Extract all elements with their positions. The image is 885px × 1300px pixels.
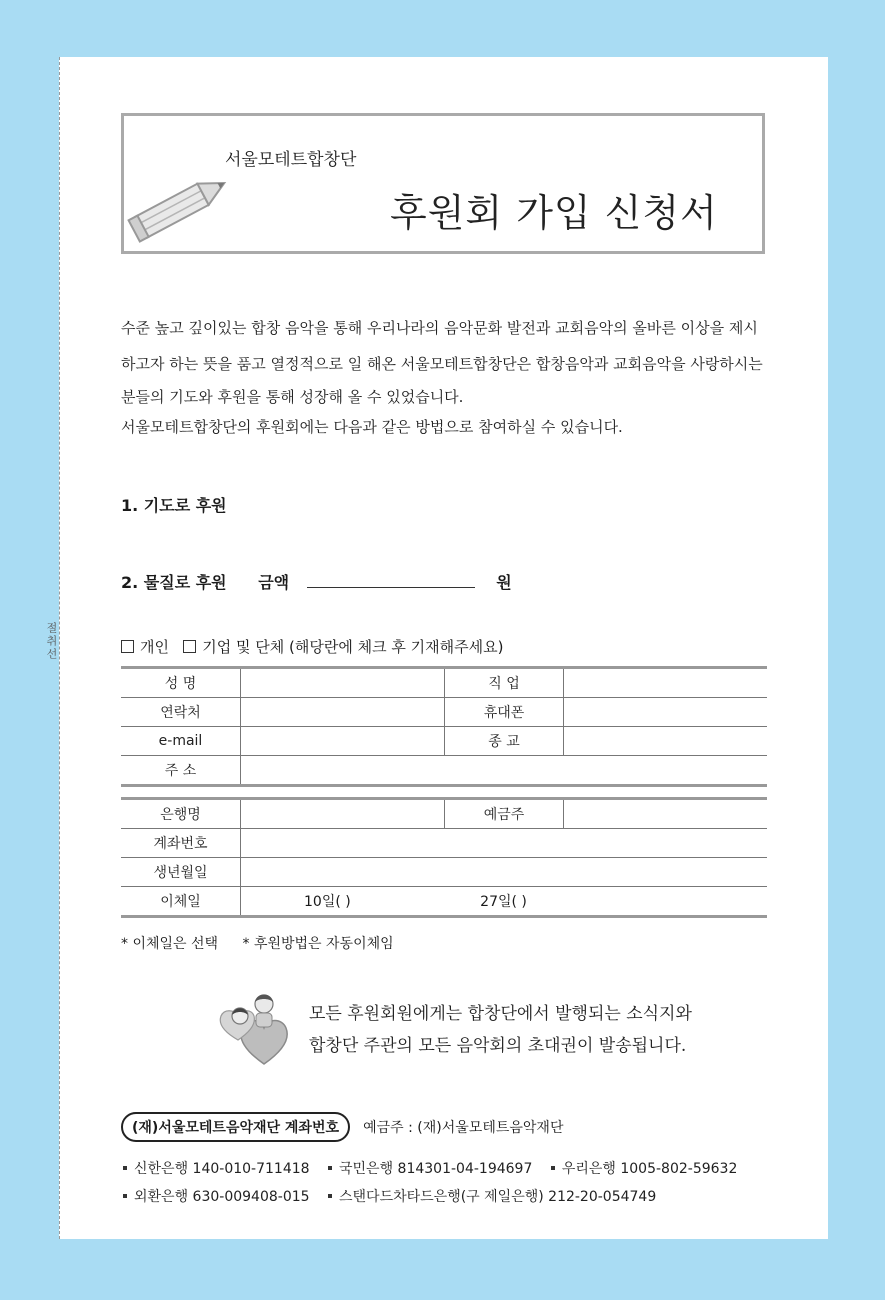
- member-benefit: [309, 998, 692, 1062]
- account-item: [551, 1161, 738, 1177]
- account-title-pill: (재)서울모테트음악재단 계좌번호: [121, 1112, 350, 1142]
- form-title: 후원회 가입 신청서: [390, 191, 718, 235]
- table-row: [121, 799, 767, 829]
- account-item: [328, 1161, 532, 1177]
- account-text: 외환은행 630-009408-015: [134, 1189, 310, 1205]
- intro-text: [121, 310, 771, 442]
- job-field[interactable]: [564, 668, 768, 698]
- corporate-label: 기업 및 단체 (해당란에 체크 후 기재해주세요): [202, 638, 504, 656]
- table-row: [121, 727, 767, 756]
- day27-option[interactable]: 27일( ): [480, 894, 527, 910]
- note-transfer: * 이체일은 선택: [121, 936, 219, 952]
- account-label: 계좌번호: [121, 829, 241, 858]
- note-method: * 후원방법은 자동이체임: [242, 936, 394, 952]
- amount-field[interactable]: [307, 573, 475, 588]
- intro-line: 분들의 기도와 후원을 통해 성장해 올 수 있었습니다.: [121, 388, 464, 406]
- org-title: 서울모테트합창단: [225, 150, 357, 170]
- account-holder: 예금주 : (재)서울모테트음악재단: [363, 1120, 564, 1136]
- notes: [121, 933, 394, 953]
- bullet-icon: [123, 1166, 127, 1170]
- birth-field[interactable]: [241, 858, 768, 887]
- table-row: [121, 829, 767, 858]
- bullet-icon: [328, 1194, 332, 1198]
- religion-field[interactable]: [564, 727, 768, 756]
- bullet-icon: [551, 1166, 555, 1170]
- job-label: 직 업: [445, 668, 564, 698]
- account-item: [328, 1189, 656, 1205]
- address-label: 주 소: [121, 756, 241, 786]
- intro-line: 수준 높고 깊이있는 합창 음악을 통해 우리나라의 음악문화 발전과 교회음악의 올바른 이상을 제시: [121, 319, 758, 337]
- religion-label: 종 교: [445, 727, 564, 756]
- email-label: e-mail: [121, 727, 241, 756]
- account-item: [123, 1161, 310, 1177]
- contact-field[interactable]: [241, 698, 445, 727]
- table-row: [121, 858, 767, 887]
- intro-line: 서울모테트합창단의 후원회에는 다음과 같은 방법으로 참여하실 수 있습니다.: [121, 418, 623, 436]
- bank-field[interactable]: [241, 799, 445, 829]
- mobile-field[interactable]: [564, 698, 768, 727]
- benefit-line: 합창단 주관의 모든 음악회의 초대권이 발송됩니다.: [309, 1036, 687, 1056]
- hearts-children-icon: [214, 990, 300, 1066]
- name-field[interactable]: [241, 668, 445, 698]
- bank-label: 은행명: [121, 799, 241, 829]
- bank-info-table: [121, 797, 767, 918]
- holder-label: 예금주: [445, 799, 564, 829]
- amount-label: 금액: [258, 573, 290, 592]
- account-field[interactable]: [241, 829, 768, 858]
- transfer-day-label: 이체일: [121, 887, 241, 917]
- account-item: [123, 1189, 310, 1205]
- cutline-label: 절취선: [45, 622, 58, 661]
- transfer-day-options: [241, 887, 768, 917]
- individual-label: 개인: [140, 638, 169, 656]
- intro-line: 하고자 하는 뜻을 품고 열정적으로 일 해온 서울모테트합창단은 합창음악과 교회음악을 사랑하시는: [121, 355, 763, 373]
- table-row: [121, 887, 767, 917]
- birth-label: 생년월일: [121, 858, 241, 887]
- donor-type-options: [121, 636, 503, 657]
- bullet-icon: [328, 1166, 332, 1170]
- contact-label: 연락처: [121, 698, 241, 727]
- email-field[interactable]: [241, 727, 445, 756]
- bullet-icon: [123, 1194, 127, 1198]
- table-row: [121, 668, 767, 698]
- section-material-label: 2. 물질로 후원: [121, 573, 227, 592]
- holder-field[interactable]: [564, 799, 768, 829]
- account-text: 스탠다드차타드은행(구 제일은행) 212-20-054749: [339, 1189, 657, 1205]
- corporate-checkbox[interactable]: [183, 640, 196, 653]
- amount-unit: 원: [496, 573, 512, 592]
- address-field[interactable]: [241, 756, 768, 786]
- table-row: [121, 698, 767, 727]
- personal-info-table: [121, 666, 767, 787]
- pencil-icon: [126, 166, 236, 246]
- account-text: 신한은행 140-010-711418: [134, 1161, 310, 1177]
- header-box: [121, 113, 765, 254]
- table-row: [121, 756, 767, 786]
- name-label: 성 명: [121, 668, 241, 698]
- individual-checkbox[interactable]: [121, 640, 134, 653]
- account-text: 우리은행 1005-802-59632: [561, 1161, 738, 1177]
- mobile-label: 휴대폰: [445, 698, 564, 727]
- account-header: [121, 1112, 563, 1142]
- day10-option[interactable]: 10일( ): [304, 894, 351, 910]
- section-prayer: 1. 기도로 후원: [121, 496, 227, 515]
- account-text: 국민은행 814301-04-194697: [339, 1161, 533, 1177]
- bank-accounts: [123, 1155, 751, 1211]
- benefit-line: 모든 후원회원에게는 합창단에서 발행되는 소식지와: [309, 1004, 692, 1024]
- section-material: [121, 570, 512, 593]
